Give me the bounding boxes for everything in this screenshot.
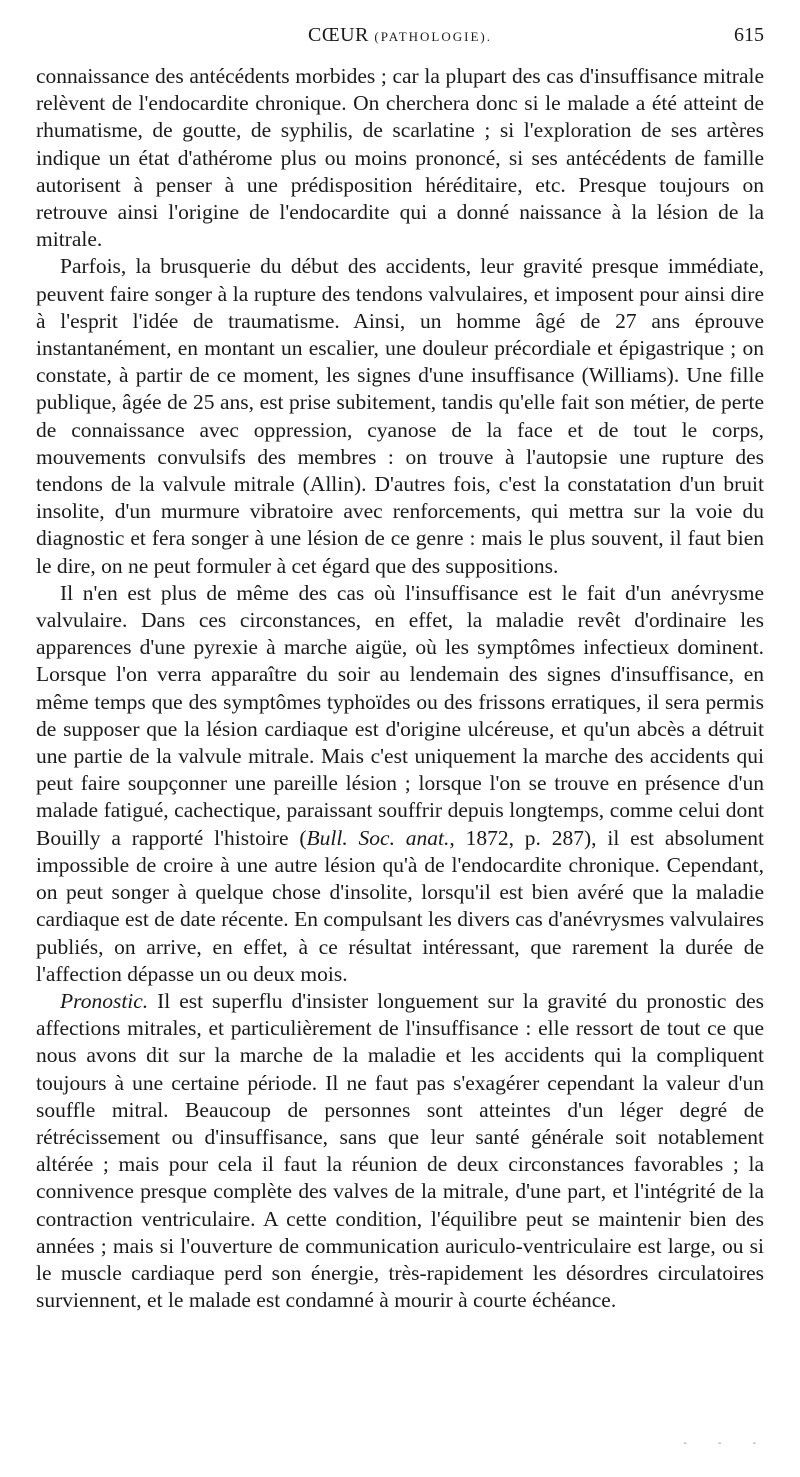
paragraph-2: Parfois, la brusquerie du début des accidents, leur gravité presque immédiate, peuvent faire songer à la rupture des tendons valvulaires, et imposent pour ainsi dire à l'esprit l'idée de traumatisme. Ainsi, un homme âgé de 27 ans éprouve instantanément, en montant un escalier, une douleur précordiale et épigastrique ; on constate, à partir de ce moment, les signes d'une insuffisance (Williams). Une fille publique, âgée de 25 ans, est prise subitement, tandis qu'elle fait son métier, de perte de connaissance avec oppression, cyanose de la face et de tout le corps, mouvements convulsifs des membres : on trouve à l'autopsie une rupture des tendons de la valvule mitrale (Allin). D'autres fois, c'est la constatation d'un bruit insolite, d'un murmure vibratoire avec renforcements, qui mettra sur la voie du diagnostic et fera songer à une lésion de ce genre : mais le plus souvent, il faut bien le dire, on ne peut formuler à cet égard que des suppositions. bbox=[36, 254, 764, 578]
header-title-sub: (PATHOLOGIE). bbox=[374, 29, 492, 44]
running-header bbox=[36, 24, 764, 54]
header-title-main: CŒUR bbox=[307, 24, 369, 46]
citation-reference: Bull. Soc. anat. bbox=[306, 825, 450, 850]
section-label-pronostic: Pronostic. bbox=[60, 988, 149, 1013]
page-number: 615 bbox=[734, 24, 764, 46]
paragraph-3 bbox=[36, 580, 764, 988]
paragraph-3-part-b: , 1872, p. 287), il est absolument impossible de croire à une autre lésion qu'à de l'endocardite chronique. Cependant, on peut songer à quelque chose d'insolite, lorsqu'il est bien avéré que la maladie cardiaque est de date récente. En compulsant les divers cas d'anévrysmes valvulaires publiés, on arrive, en effet, à ce résultat intéressant, que rarement la durée de l'affection dépasse un ou deux mois. bbox=[36, 825, 764, 986]
paragraph-1: connaissance des antécédents morbides ; car la plupart des cas d'insuffisance mitrale relèvent de l'endocardite chronique. On cherchera donc si le malade a été atteint de rhumatisme, de goutte, de syphilis, de scarlatine ; si l'exploration de ses artères indique un état d'athérome plus ou moins prononcé, si ses antécédents de famille autorisent à penser à une prédisposition héréditaire, etc. Presque toujours on retrouve ainsi l'origine de l'endocardite qui a donné naissance à la lésion de la mitrale. bbox=[36, 64, 764, 252]
paragraph-4-text: Il est superflu d'insister longuement sur la gravité du pronostic des affections mitrales, et particulièrement de l'insuffisance : elle ressort de tout ce que nous avons dit sur la marche de la maladie et les accidents qui la compliquent toujours à une certaine période. Il ne faut pas s'exagérer cependant la valeur d'un souffle mitral. Beaucoup de personnes sont atteintes d'un léger degré de rétrécissement ou d'insuffisance, sans que leur santé générale soit notablement altérée ; mais pour cela il faut la réunion de deux circonstances favorables ; la connivence presque complète des valves de la mitrale, d'une part, et l'intégrité de la contraction ventriculaire. A cette condition, l'équilibre peut se maintenir bien des années ; mais si l'ouverture de communication auriculo-ventriculaire est large, ou si le muscle cardiaque perd son énergie, très-rapidement les désordres circulatoires surviennent, et le malade est condamné à mourir à courte échéance. bbox=[36, 988, 764, 1313]
paragraph-4 bbox=[36, 988, 764, 1314]
paragraph-3-part-a: Il n'en est plus de même des cas où l'insuffisance est le fait d'un anévrysme valvulaire. Dans ces circonstances, en effet, la maladie revêt d'ordinaire les apparences d'une pyrexie à marche aigüe, où les symptômes infectieux dominent. Lorsque l'on verra apparaître du soir au lendemain des signes d'insuffisance, en même temps que des symptômes typhoïdes ou des frissons erratiques, il sera permis de supposer que la lésion cardiaque est d'origine ulcéreuse, et qu'un abcès a détruit une partie de la valvule mitrale. Mais c'est uniquement la marche des accidents qui peut faire soupçonner une pareille lésion ; lorsque l'on se trouve en présence d'un malade fatigué, cachectique, paraissant souffrir depuis longtemps, comme celui dont Bouilly a rapporté l'histoire ( bbox=[36, 580, 764, 850]
header-title bbox=[36, 24, 764, 47]
body-text bbox=[36, 63, 764, 1314]
footer-marks: - - - bbox=[683, 1438, 770, 1449]
page bbox=[36, 24, 764, 1314]
